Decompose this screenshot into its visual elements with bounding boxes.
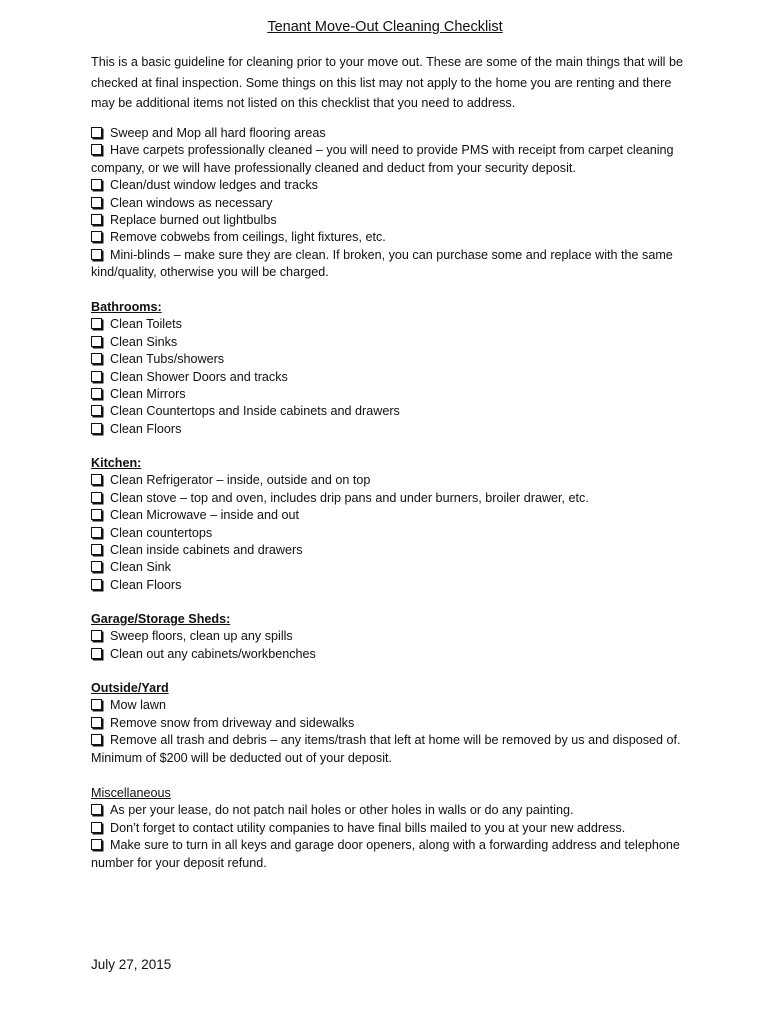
general-section bbox=[91, 125, 691, 282]
checkbox-icon[interactable] bbox=[91, 474, 102, 485]
checkbox-icon[interactable] bbox=[91, 336, 102, 347]
checkbox-icon[interactable] bbox=[91, 388, 102, 399]
checkbox-icon[interactable] bbox=[91, 492, 102, 503]
checklist-item: Replace burned out lightbulbs bbox=[91, 212, 691, 229]
checkbox-icon[interactable] bbox=[91, 371, 102, 382]
section-heading: Miscellaneous bbox=[91, 786, 171, 800]
checklist-item: Make sure to turn in all keys and garage door openers, along with a forwarding address and telephone number for your deposit refund. bbox=[91, 838, 680, 870]
checkbox-icon[interactable] bbox=[91, 648, 102, 659]
checklist-item: Clean Toilets bbox=[91, 316, 691, 333]
checkbox-icon[interactable] bbox=[91, 561, 102, 572]
checkbox-icon[interactable] bbox=[91, 579, 102, 590]
checklist-item: Mow lawn bbox=[91, 697, 691, 714]
misc-section bbox=[91, 785, 691, 872]
checklist-item: Clean inside cabinets and drawers bbox=[91, 542, 691, 559]
checklist-item: Clean Sink bbox=[91, 559, 691, 576]
checklist-item: Clean windows as necessary bbox=[91, 195, 691, 212]
checklist-item: Clean Sinks bbox=[91, 334, 691, 351]
checkbox-icon[interactable] bbox=[91, 544, 102, 555]
checklist-item: Mini-blinds – make sure they are clean. If broken, you can purchase some and replace with the same kind/quality, otherwise you will be charged. bbox=[91, 247, 673, 280]
checkbox-icon[interactable] bbox=[91, 197, 102, 208]
checkbox-icon[interactable] bbox=[91, 179, 102, 190]
checkbox-icon[interactable] bbox=[91, 214, 102, 225]
bathrooms-section bbox=[91, 299, 691, 438]
checklist-item: Sweep floors, clean up any spills bbox=[91, 628, 691, 645]
page-title: Tenant Move-Out Cleaning Checklist bbox=[267, 19, 503, 35]
checklist-item: Clean/dust window ledges and tracks bbox=[91, 177, 691, 194]
checkbox-icon[interactable] bbox=[91, 144, 102, 155]
checklist-item: Remove snow from driveway and sidewalks bbox=[91, 715, 691, 732]
checklist-item: Clean Tubs/showers bbox=[91, 351, 691, 368]
checkbox-icon[interactable] bbox=[91, 527, 102, 538]
checkbox-icon[interactable] bbox=[91, 423, 102, 434]
checklist-item: Have carpets professionally cleaned – you will need to provide PMS with receipt from carpet cleaning company, or we will have professionally cleaned and deduct from your security deposit. bbox=[91, 143, 674, 175]
checklist-item: Clean Shower Doors and tracks bbox=[91, 369, 691, 386]
checklist-item: Clean Refrigerator – inside, outside and on top bbox=[91, 472, 691, 489]
checklist-item: Remove cobwebs from ceilings, light fixtures, etc. bbox=[91, 229, 691, 246]
checkbox-icon[interactable] bbox=[91, 734, 102, 745]
section-heading: Kitchen: bbox=[91, 456, 142, 470]
footer-date: July 27, 2015 bbox=[91, 957, 172, 972]
checkbox-icon[interactable] bbox=[91, 353, 102, 364]
checkbox-icon[interactable] bbox=[91, 717, 102, 728]
checklist-item: Clean Countertops and Inside cabinets and drawers bbox=[91, 403, 691, 420]
outside-section bbox=[91, 680, 691, 767]
checklist-item: As per your lease, do not patch nail holes or other holes in walls or do any painting. bbox=[91, 802, 691, 819]
checkbox-icon[interactable] bbox=[91, 699, 102, 710]
checkbox-icon[interactable] bbox=[91, 630, 102, 641]
garage-section bbox=[91, 611, 691, 663]
checkbox-icon[interactable] bbox=[91, 509, 102, 520]
checklist-item: Clean out any cabinets/workbenches bbox=[91, 646, 691, 663]
checkbox-icon[interactable] bbox=[91, 318, 102, 329]
checklist-item: Clean countertops bbox=[91, 525, 691, 542]
checkbox-icon[interactable] bbox=[91, 804, 102, 815]
checklist-item: Clean Microwave – inside and out bbox=[91, 507, 691, 524]
checkbox-icon[interactable] bbox=[91, 405, 102, 416]
checklist-item: Clean stove – top and oven, includes drip pans and under burners, broiler drawer, etc. bbox=[91, 490, 691, 507]
checkbox-icon[interactable] bbox=[91, 822, 102, 833]
intro-paragraph: This is a basic guideline for cleaning prior to your move out. These are some of the main things that will be checked at final inspection. Some things on this list may not apply to the home you are renting and there may be additional items not listed on this checklist that you need to address. bbox=[91, 55, 683, 110]
checklist-item: Clean Mirrors bbox=[91, 386, 691, 403]
section-heading: Garage/Storage Sheds: bbox=[91, 612, 231, 626]
checkbox-icon[interactable] bbox=[91, 127, 102, 138]
checklist-item: Don’t forget to contact utility companies to have final bills mailed to you at your new address. bbox=[91, 820, 691, 837]
section-heading: Bathrooms: bbox=[91, 300, 162, 314]
checklist-item: Sweep and Mop all hard flooring areas bbox=[91, 125, 691, 142]
checklist-item: Clean Floors bbox=[91, 577, 691, 594]
checkbox-icon[interactable] bbox=[91, 231, 102, 242]
checkbox-icon[interactable] bbox=[91, 249, 102, 260]
checklist-item: Clean Floors bbox=[91, 421, 691, 438]
checklist-item: Remove all trash and debris – any items/trash that left at home will be removed by us and disposed of. Minimum of $200 will be deducted out of your deposit. bbox=[91, 733, 681, 765]
section-heading: Outside/Yard bbox=[91, 681, 169, 695]
kitchen-section bbox=[91, 455, 691, 594]
checkbox-icon[interactable] bbox=[91, 839, 102, 850]
